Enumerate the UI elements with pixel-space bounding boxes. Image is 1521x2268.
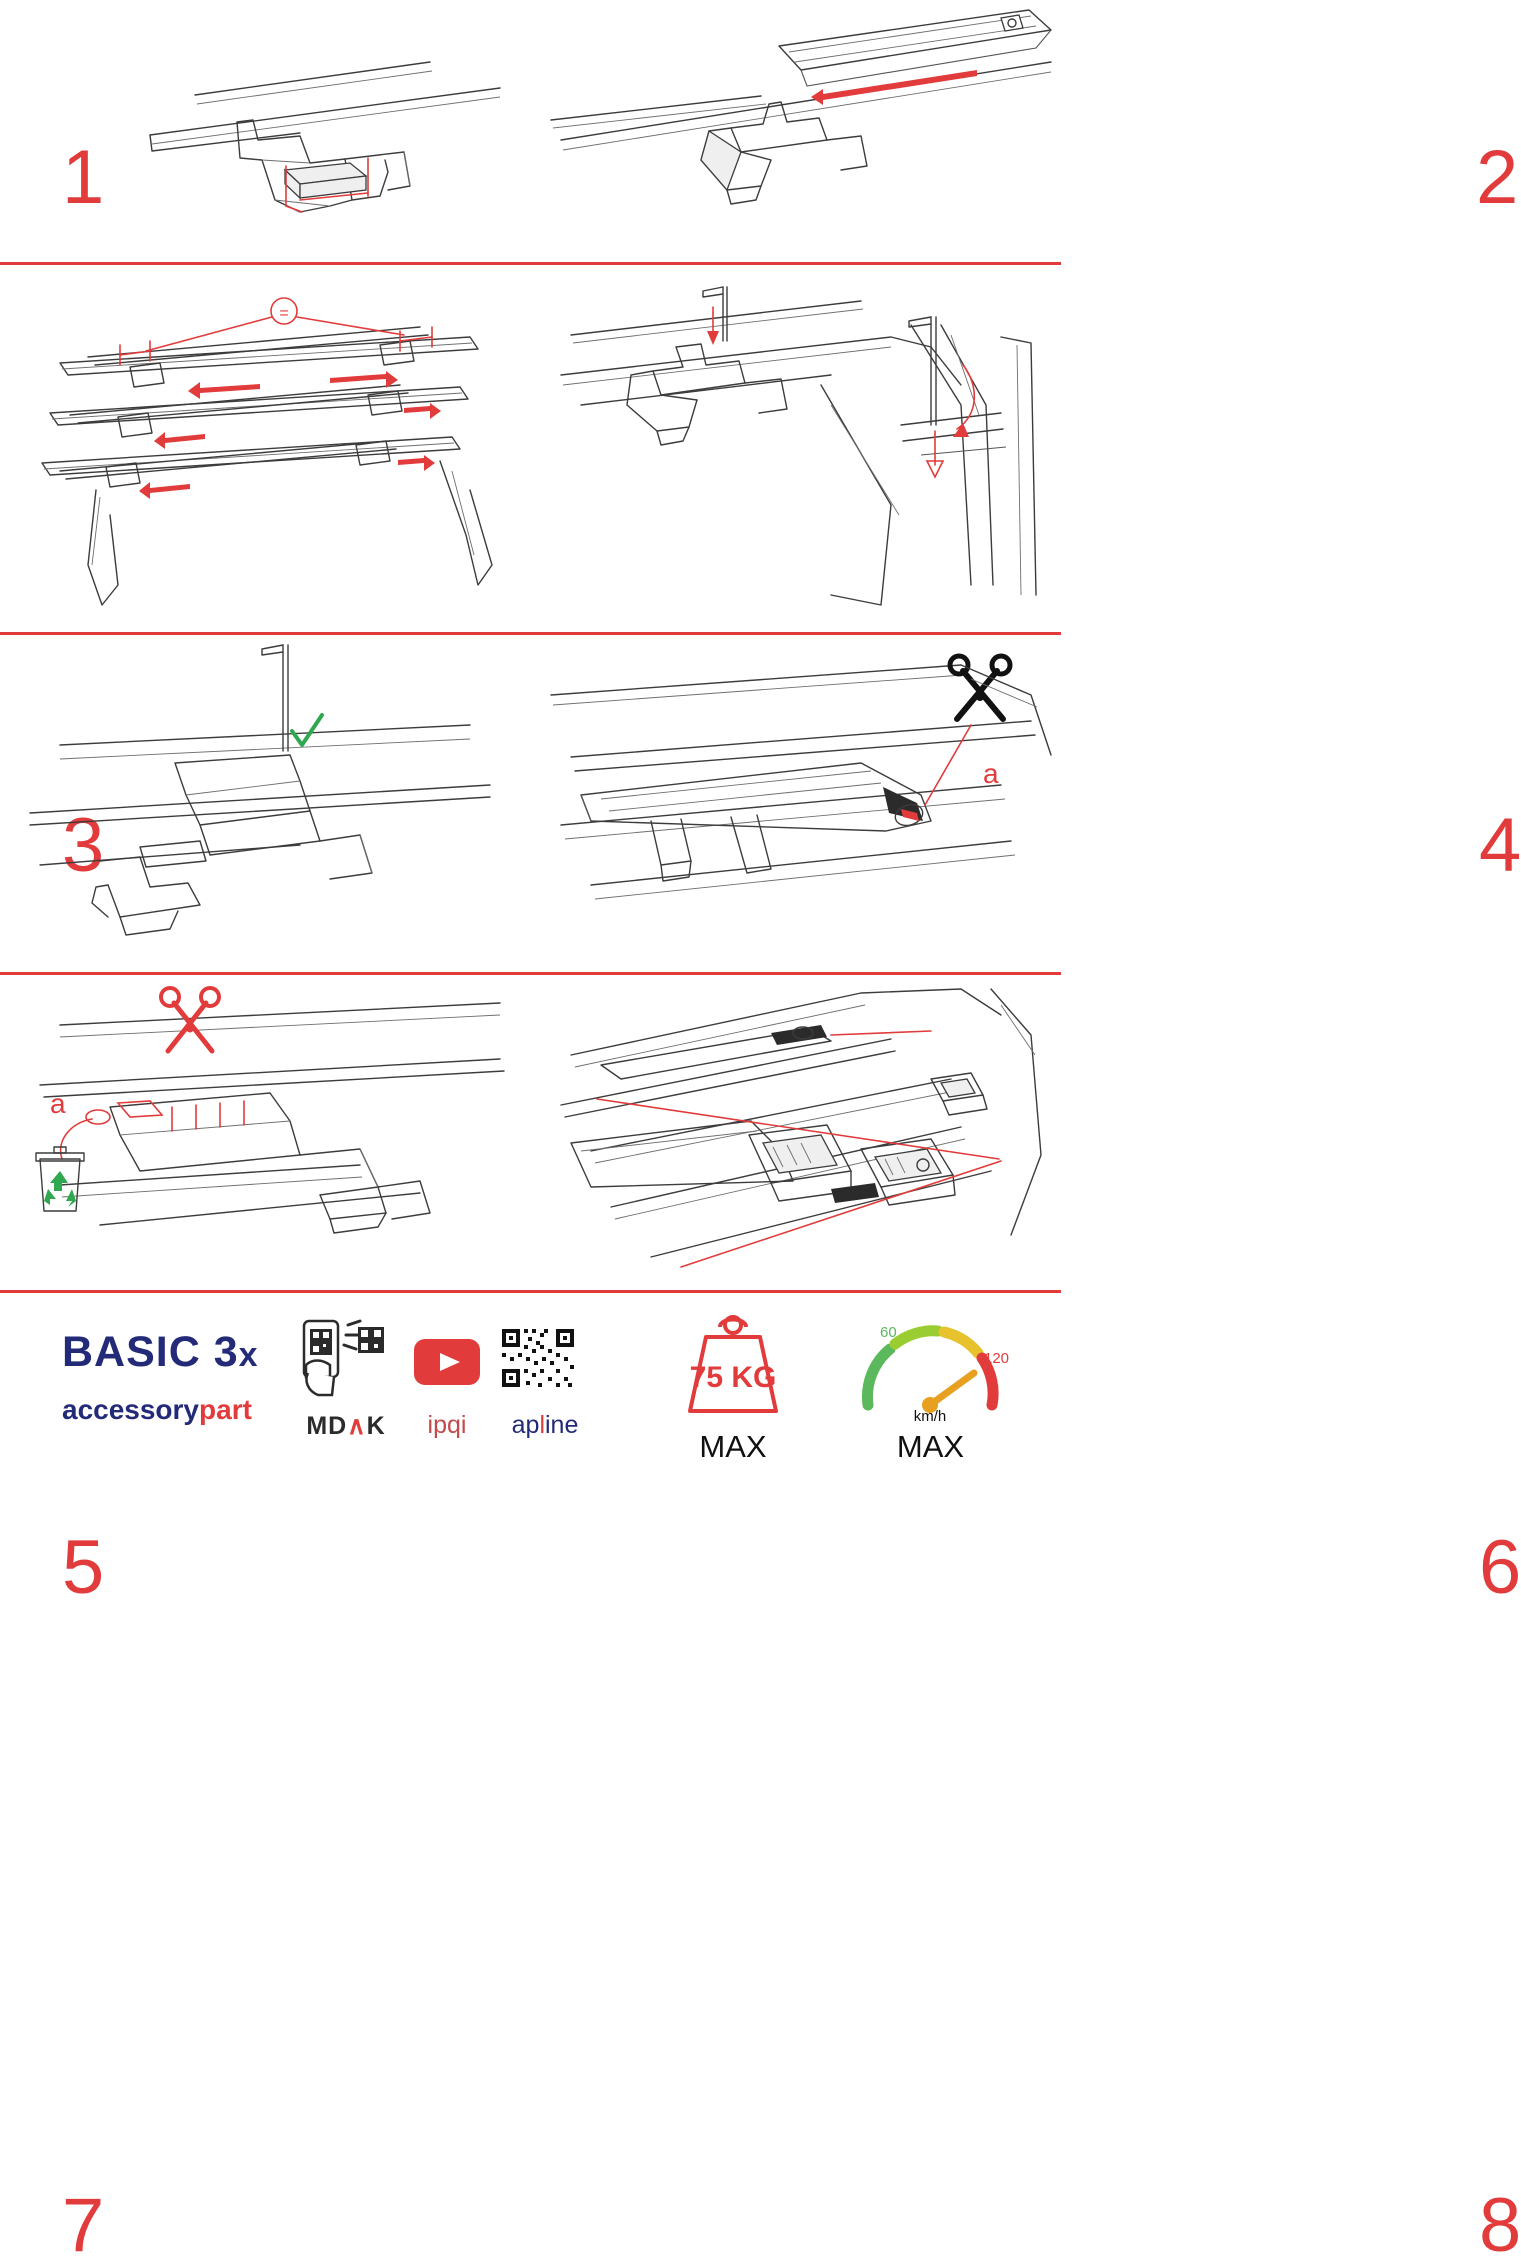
max-load-value: 75 KG xyxy=(689,1361,777,1394)
step-7-illustration xyxy=(0,975,530,1290)
brand-title xyxy=(62,1328,312,1379)
brand-subtitle xyxy=(62,1393,312,1427)
weight-icon xyxy=(648,1307,818,1425)
step-5-illustration xyxy=(0,635,530,972)
speed-unit: km/h xyxy=(913,1408,947,1425)
footer xyxy=(0,1293,1061,1500)
step-number-4: 4 xyxy=(1479,803,1521,888)
step-4-illustration xyxy=(531,265,1061,632)
speed-tick-high: 120 xyxy=(984,1350,1010,1367)
apline-part-l: l xyxy=(539,1411,545,1439)
mdak-part-b: K xyxy=(366,1412,386,1440)
label-a-step7: a xyxy=(50,1088,66,1119)
mdak-part-v: ∧ xyxy=(347,1412,367,1440)
label-a-step6: a xyxy=(983,758,999,789)
logo-mdak-caption xyxy=(286,1411,406,1441)
step-number-3: 3 xyxy=(62,803,105,888)
step-3-illustration xyxy=(0,265,530,632)
step-number-2: 2 xyxy=(1476,135,1519,220)
brand-sub-first: accessory xyxy=(62,1394,200,1425)
step-number-7: 7 xyxy=(62,2183,105,2268)
brand-block xyxy=(62,1328,312,1427)
recycle-bin-icon xyxy=(36,1147,84,1211)
max-speed-caption: MAX xyxy=(896,1429,965,1464)
apline-part-a: ap xyxy=(511,1411,540,1439)
max-load-caption: MAX xyxy=(699,1429,767,1464)
step-number-5: 5 xyxy=(62,1525,105,1610)
logo-ipqi-caption: ipqi xyxy=(427,1411,467,1439)
mdak-part-a: MD xyxy=(306,1412,348,1440)
step-6-illustration xyxy=(531,635,1061,972)
logo-apline xyxy=(470,1315,620,1440)
step-number-6: 6 xyxy=(1479,1525,1521,1610)
step-1-illustration xyxy=(0,0,530,262)
speed-tick-low: 60 xyxy=(880,1324,897,1341)
max-speed-block xyxy=(838,1307,1023,1465)
step-panel-2 xyxy=(531,0,1519,262)
logo-apline-caption xyxy=(470,1411,620,1440)
step-panel-3 xyxy=(0,265,530,888)
equal-sign: = xyxy=(279,305,289,322)
step-number-1: 1 xyxy=(62,135,105,220)
logo-mdak xyxy=(286,1315,406,1441)
max-load-block xyxy=(648,1307,818,1465)
step-2-illustration xyxy=(531,0,1061,262)
step-panel-4 xyxy=(531,265,1521,888)
qr-scan-hand-icon xyxy=(286,1315,406,1403)
apline-part-b: ine xyxy=(545,1411,579,1439)
step-number-8: 8 xyxy=(1479,2183,1521,2268)
qr-code-icon xyxy=(470,1315,620,1403)
step-panel-1 xyxy=(0,0,530,262)
brand-title-main: BASIC 3 xyxy=(62,1328,239,1376)
brand-title-suffix: x xyxy=(238,1336,259,1374)
speedometer-icon xyxy=(838,1307,1023,1425)
brand-sub-second: part xyxy=(199,1394,252,1425)
step-8-illustration xyxy=(531,975,1061,1290)
